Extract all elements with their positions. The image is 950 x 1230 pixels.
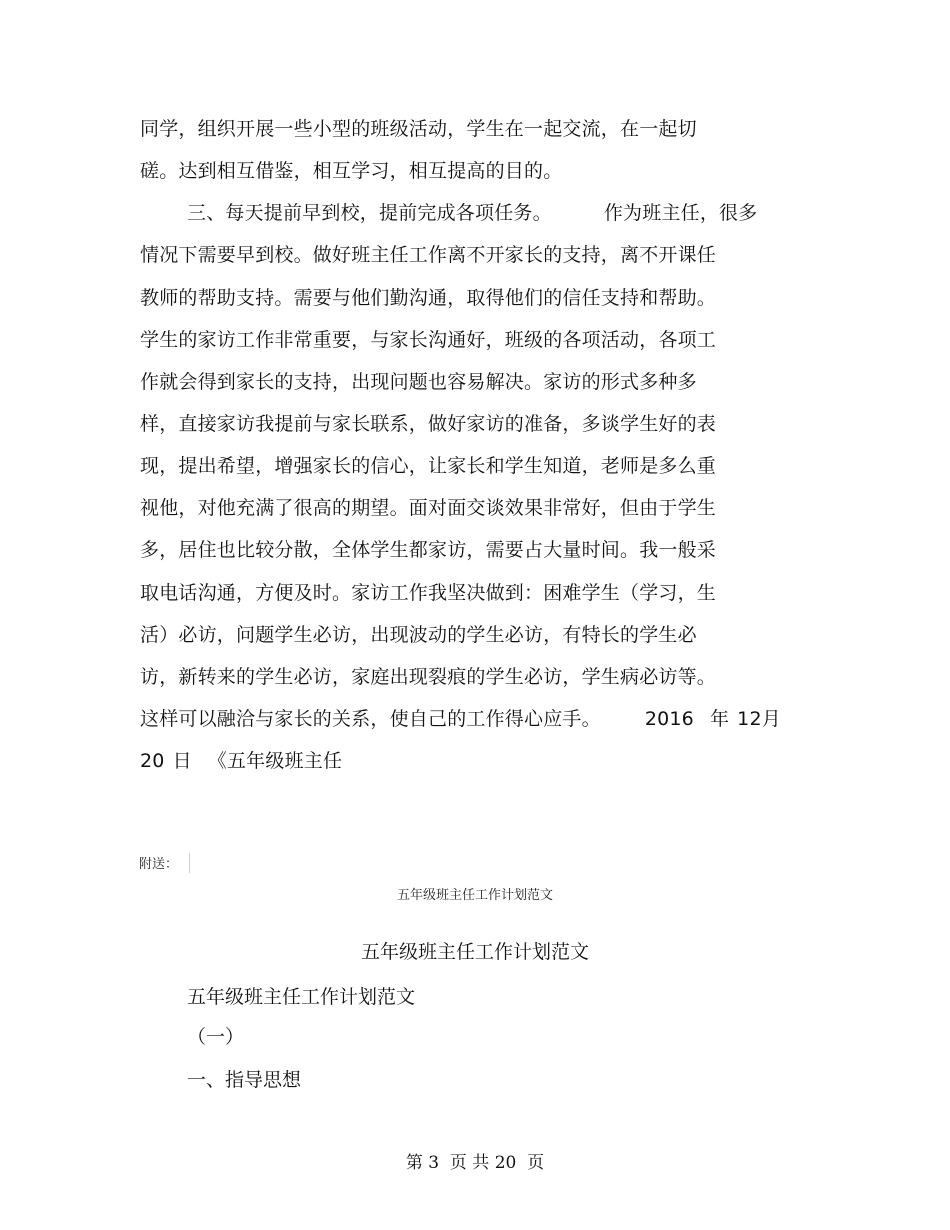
body-line-16 [140, 749, 342, 773]
page-footer: 第 3 页 共 20 页 [405, 1153, 545, 1173]
date-year-unit: 年 [709, 708, 730, 730]
body-line-13: 活）必访，问题学生必访，出现波动的学生必访，有特长的学生必 [140, 624, 697, 646]
body-line-9: 现，提出希望，增强家长的信心，让家长和学生知道，老师是多么重 [140, 455, 717, 477]
date-day: 20 [140, 750, 165, 772]
attachment-section-heading: 一、指导思想 [187, 1069, 302, 1091]
attachment-label: 附送： [139, 857, 179, 872]
attachment-small-title: 五年级班主任工作计划范文 [396, 888, 553, 903]
body-line-2: 磋。达到相互借鉴，相互学习，相互提高的目的。 [140, 160, 563, 182]
section-three-text: 作为班主任，很多 [603, 202, 758, 224]
body-line-11: 多，居住也比较分散，全体学生都家访，需要占大量时间。我一般采 [140, 539, 717, 561]
body-line-8: 样，直接家访我提前与家长联系，做好家访的准备，多谈学生好的表 [140, 413, 717, 435]
attachment-section-number: （一） [187, 1026, 245, 1048]
body-line-6: 学生的家访工作非常重要，与家长沟通好，班级的各项活动，各项工 [140, 329, 717, 351]
date-month-unit: 月 [761, 708, 781, 730]
body-line-1: 同学，组织开展一些小型的班级活动，学生在一起交流，在一起切 [140, 118, 697, 140]
date-month: 12 [737, 708, 762, 730]
attachment-divider [189, 853, 190, 873]
body-line-10: 视他，对他充满了很高的期望。面对面交谈效果非常好，但由于学生 [140, 497, 717, 519]
body-line-7: 作就会得到家长的支持，出现问题也容易解决。家访的形式多种多 [140, 371, 697, 393]
attachment-subtitle: 五年级班主任工作计划范文 [187, 986, 416, 1008]
body-line-15 [140, 707, 781, 731]
date-day-unit: 日 [172, 750, 192, 772]
closing-sentence: 这样可以融洽与家长的关系，使自己的工作得心应手。 [140, 708, 601, 730]
body-line-3 [187, 201, 757, 225]
body-line-14: 访，新转来的学生必访，家庭出现裂痕的学生必访，学生病必访等。 [140, 666, 717, 688]
attachment-title: 五年级班主任工作计划范文 [360, 941, 589, 963]
body-line-12: 取电话沟通，方便及时。家访工作我坚决做到：困难学生（学习，生 [140, 582, 717, 604]
date-year: 2016 [644, 708, 694, 730]
section-three-heading: 三、每天提前早到校，提前完成各项任务。 [187, 202, 552, 224]
source-title: 《五年级班主任 [207, 750, 343, 772]
body-line-5: 教师的帮助支持。需要与他们勤沟通，取得他们的信任支持和帮助。 [140, 287, 717, 309]
body-line-4: 情况下需要早到校。做好班主任工作离不开家长的支持，离不开课任 [140, 244, 717, 266]
